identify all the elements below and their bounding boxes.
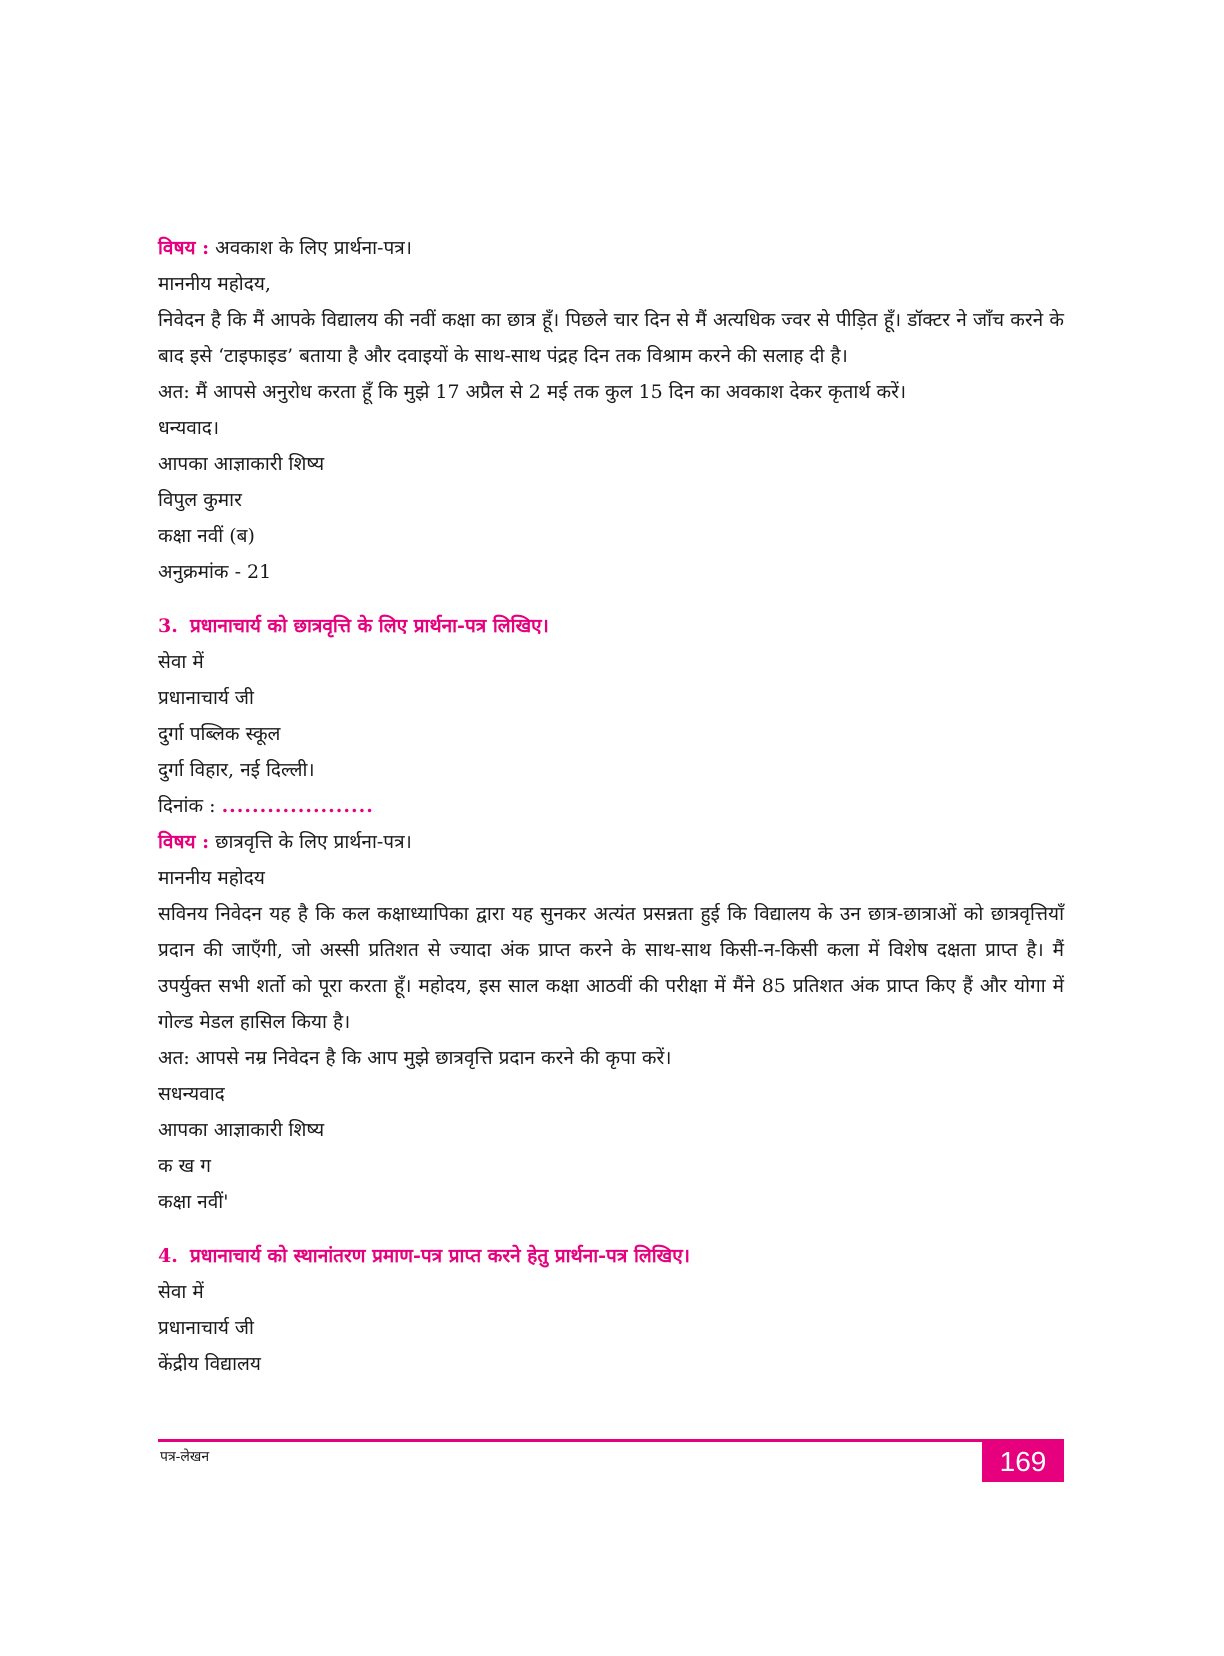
section3-title: प्रधानाचार्य को छात्रवृत्ति के लिए प्रार्थना-पत्र लिखिए। bbox=[190, 615, 549, 637]
letter1-name: विपुल कुमार bbox=[158, 489, 242, 511]
section4-recipient: प्रधानाचार्य जी bbox=[158, 1317, 254, 1339]
section3-number: 3. bbox=[158, 615, 178, 637]
section-gap bbox=[158, 1220, 1064, 1238]
letter1-subject bbox=[158, 230, 1064, 266]
date-label: दिनांक : bbox=[158, 795, 216, 817]
section4-to: सेवा में bbox=[158, 1281, 204, 1303]
section4-title: प्रधानाचार्य को स्थानांतरण प्रमाण-पत्र प्राप्त करने हेतु प्रार्थना-पत्र लिखिए। bbox=[190, 1245, 690, 1267]
section3-class: कक्षा नवीं' bbox=[158, 1191, 229, 1213]
section3-recipient: प्रधानाचार्य जी bbox=[158, 687, 254, 709]
subject-label: विषय : bbox=[158, 237, 210, 259]
page-number: 169 bbox=[982, 1442, 1064, 1482]
section3-closing: आपका आज्ञाकारी शिष्य bbox=[158, 1119, 325, 1141]
page-content bbox=[158, 230, 1064, 1382]
letter1-roll: अनुक्रमांक - 21 bbox=[158, 561, 272, 583]
letter1-salutation: माननीय महोदय, bbox=[158, 273, 271, 295]
section3-thanks: सधन्यवाद bbox=[158, 1083, 225, 1105]
section3-request: अत: आपसे नम्र निवेदन है कि आप मुझे छात्रवृत्ति प्रदान करने की कृपा करें। bbox=[158, 1047, 672, 1069]
section3-date bbox=[158, 788, 1064, 824]
date-dots: .................... bbox=[221, 795, 374, 817]
letter1-request: अत: मैं आपसे अनुरोध करता हूँ कि मुझे 17 अप्रैल से 2 मई तक कुल 15 दिन का अवकाश देकर कृतार्थ करें। bbox=[158, 381, 907, 403]
section4-number: 4. bbox=[158, 1245, 178, 1267]
subject-text: अवकाश के लिए प्रार्थना-पत्र। bbox=[215, 237, 412, 259]
section3-to: सेवा में bbox=[158, 651, 204, 673]
section-gap bbox=[158, 590, 1064, 608]
section4-heading bbox=[158, 1238, 1064, 1274]
section3-body: सविनय निवेदन यह है कि कल कक्षाध्यापिका द्वारा यह सुनकर अत्यंत प्रसन्नता हुई कि विद्यालय के उन छात्र-छात्राओं को छात्रवृत्तियाँ प्रदान की जाएँगी, जो अस्सी प्रतिशत से ज्यादा अंक प्राप्त करने के साथ-साथ किसी-न-किसी कला में विशेष दक्षता प्राप्त है। मैं उपर्युक्त सभी शर्तो को पूरा करता हूँ। महोदय, इस साल कक्षा आठवीं की परीक्षा में मैंने 85 प्रतिशत अंक प्राप्त किए हैं और योगा में गोल्ड मेडल हासिल किया है। bbox=[158, 903, 1064, 1033]
footer-chapter: पत्र-लेखन bbox=[160, 1449, 210, 1465]
section4-school: केंद्रीय विद्यालय bbox=[158, 1353, 261, 1375]
footer-rule bbox=[158, 1439, 1064, 1442]
section3-salutation: माननीय महोदय bbox=[158, 867, 265, 889]
letter1-body: निवेदन है कि मैं आपके विद्यालय की नवीं कक्षा का छात्र हूँ। पिछले चार दिन से मैं अत्यधिक ज्वर से पीड़ित हूँ। डॉक्टर ने जाँच करने के बाद इसे ‘टाइफाइड’ बताया है और दवाइयों के साथ-साथ पंद्रह दिन तक विश्राम करने की सलाह दी है। bbox=[158, 309, 1064, 367]
section3-school: दुर्गा पब्लिक स्कूल bbox=[158, 723, 281, 745]
section3-address: दुर्गा विहार, नई दिल्ली। bbox=[158, 759, 315, 781]
subject-label: विषय : bbox=[158, 831, 210, 853]
letter1-thanks: धन्यवाद। bbox=[158, 417, 220, 439]
section3-heading bbox=[158, 608, 1064, 644]
letter1-closing: आपका आज्ञाकारी शिष्य bbox=[158, 453, 325, 475]
section3-subject bbox=[158, 824, 1064, 860]
subject-text: छात्रवृत्ति के लिए प्रार्थना-पत्र। bbox=[215, 831, 412, 853]
letter1-class: कक्षा नवीं (ब) bbox=[158, 525, 255, 547]
section3-name: क ख ग bbox=[158, 1155, 211, 1177]
